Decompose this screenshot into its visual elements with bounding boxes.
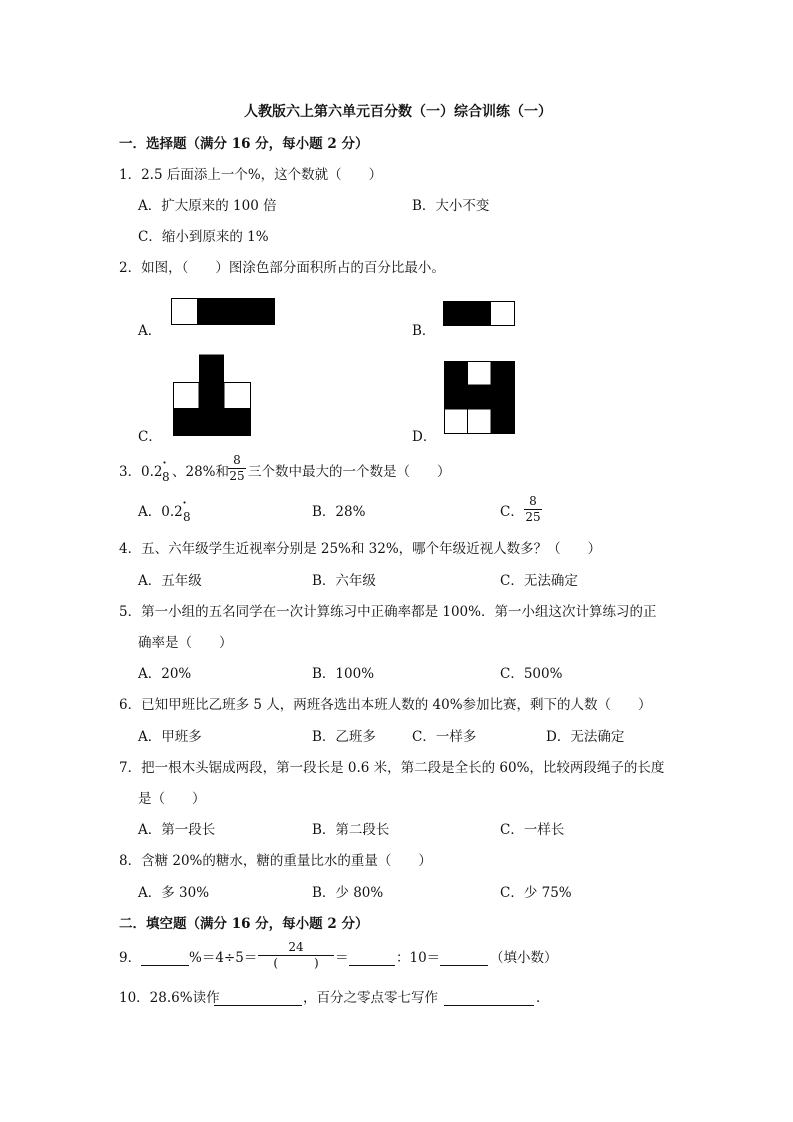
question-2-option-c[interactable]: C． xyxy=(138,429,162,445)
question-3-option-c-fraction xyxy=(524,495,542,524)
question-3-number: 3． xyxy=(119,464,142,480)
question-9-blank-3[interactable] xyxy=(440,950,488,966)
question-5-option-a[interactable]: A．20% xyxy=(138,666,192,682)
question-5-option-c[interactable]: C．500% xyxy=(500,666,563,682)
figure-b xyxy=(443,301,515,326)
question-2-stem: 2．如图，（ ）图涂色部分面积所占的百分比最小。 xyxy=(119,260,445,276)
question-4-option-c[interactable]: C．无法确定 xyxy=(500,573,578,589)
question-6-option-b[interactable]: B．乙班多 xyxy=(312,729,376,745)
question-1-option-c[interactable]: C．缩小到原来的 1% xyxy=(138,229,269,245)
page-title: 人教版六上第六单元百分数（一）综合训练（一） xyxy=(244,104,552,120)
question-9-text-1: %＝4÷5＝ xyxy=(189,950,258,966)
question-5-option-b[interactable]: B．100% xyxy=(312,666,375,682)
section-heading-fill-in: 二．填空题（满分 16 分，每小题 2 分） xyxy=(119,916,369,932)
question-7-stem-line-2: 是（ ） xyxy=(138,791,206,807)
question-3-option-c-numerator: 8 xyxy=(529,494,537,508)
figure-a xyxy=(171,298,275,325)
section-heading-choice: 一．选择题（满分 16 分，每小题 2 分） xyxy=(119,136,369,152)
question-6-option-c[interactable]: C．一样多 xyxy=(412,729,477,745)
question-3-text-1: 、28%和 xyxy=(172,464,230,480)
question-7-option-a[interactable]: A．第一段长 xyxy=(138,822,216,838)
question-3-text-2: 三个数中最大的一个数是（ ） xyxy=(248,464,451,480)
question-9-number: 9． xyxy=(119,950,142,966)
figure-c xyxy=(173,354,251,436)
question-3-fraction xyxy=(228,454,246,483)
question-3-option-a[interactable]: A．0.2 xyxy=(138,504,183,520)
question-8-option-b[interactable]: B．少 80% xyxy=(312,885,384,901)
question-2-option-b[interactable]: B． xyxy=(412,323,436,339)
repeat-dot: · xyxy=(162,453,168,472)
question-3-option-c[interactable]: C． xyxy=(500,504,524,520)
question-3-fraction-numerator: 8 xyxy=(233,453,241,467)
question-5-stem-line-1: 5．第一小组的五名同学在一次计算练习中正确率都是 100%．第一小组这次计算练习的正 xyxy=(119,604,657,620)
question-10-text-3: ． xyxy=(536,990,550,1006)
question-2-option-d[interactable]: D． xyxy=(412,429,437,445)
question-7-option-c[interactable]: C．一样长 xyxy=(500,822,565,838)
question-6-stem: 6．已知甲班比乙班多 5 人，两班各选出本班人数的 40%参加比赛，剩下的人数（ ） xyxy=(119,697,652,713)
question-3-option-c-denominator: 25 xyxy=(525,510,541,524)
repeat-dot: · xyxy=(182,493,188,512)
question-4-option-b[interactable]: B．六年级 xyxy=(312,573,376,589)
question-1-stem: 1．2.5 后面添上一个%，这个数就（ ） xyxy=(119,167,383,183)
question-9-fraction-denominator[interactable]: ( ) xyxy=(273,956,319,970)
question-3-option-a-digit: 8 xyxy=(183,510,191,524)
question-9-text-4: （填小数） xyxy=(490,950,558,966)
question-10-blank-1[interactable] xyxy=(214,990,302,1006)
question-8-option-a[interactable]: A．多 30% xyxy=(138,885,210,901)
question-4-stem: 4．五、六年级学生近视率分别是 25%和 32%，哪个年级近视人数多？（ ） xyxy=(119,541,602,557)
question-9-blank-1[interactable] xyxy=(141,950,189,966)
question-1-option-b[interactable]: B．大小不变 xyxy=(412,198,490,214)
question-10-text-1: 10．28.6%读作 xyxy=(119,990,220,1006)
question-6-option-d[interactable]: D．无法确定 xyxy=(546,729,625,745)
question-8-option-c[interactable]: C．少 75% xyxy=(500,885,572,901)
figure-d xyxy=(444,361,515,434)
question-9-text-2: ＝ xyxy=(335,950,349,966)
question-9-blank-2[interactable] xyxy=(349,950,395,966)
question-9-fraction-numerator: 24 xyxy=(288,940,304,954)
question-9-fraction xyxy=(258,941,334,970)
question-10-text-2: ，百分之零点零七写作 xyxy=(303,990,438,1006)
question-10-blank-2[interactable] xyxy=(444,990,534,1006)
question-5-stem-line-2: 确率是（ ） xyxy=(138,635,233,651)
question-1-option-a[interactable]: A．扩大原来的 100 倍 xyxy=(138,198,277,214)
question-9-text-3: ：10＝ xyxy=(396,950,441,966)
question-7-option-b[interactable]: B．第二段长 xyxy=(312,822,390,838)
question-8-stem: 8．含糖 20%的糖水，糖的重量比水的重量（ ） xyxy=(119,853,432,869)
question-6-option-a[interactable]: A．甲班多 xyxy=(138,729,202,745)
question-3-repeating-digit: 8 xyxy=(162,470,170,484)
question-2-option-a[interactable]: A． xyxy=(138,323,162,339)
question-7-stem-line-1: 7．把一根木头锯成两段，第一段长是 0.6 米，第二段是全长的 60%，比较两段绳子的长度 xyxy=(119,760,665,776)
question-4-option-a[interactable]: A．五年级 xyxy=(138,573,202,589)
question-3-fraction-denominator: 25 xyxy=(229,469,245,483)
question-3-option-b[interactable]: B．28% xyxy=(312,504,366,520)
question-3-decimal: 0.2 xyxy=(141,464,163,480)
